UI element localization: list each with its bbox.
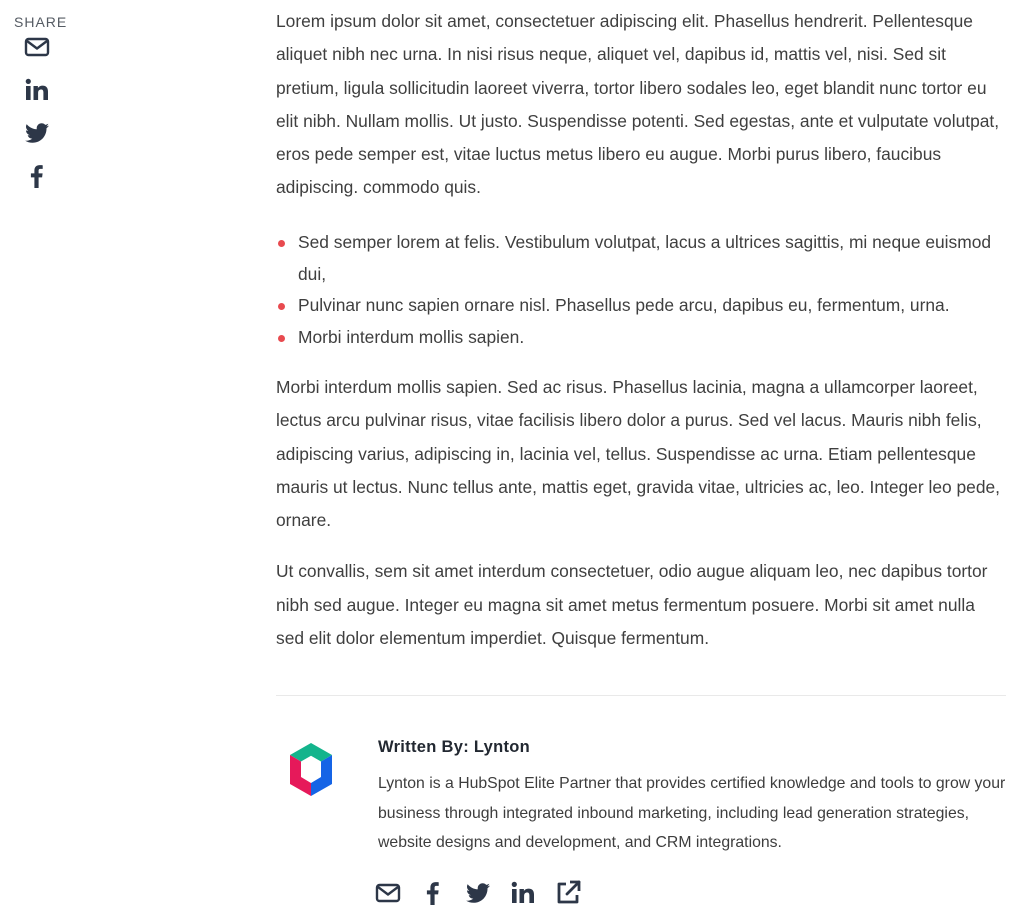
envelope-icon (24, 34, 50, 60)
author-bio: Lynton is a HubSpot Elite Partner that provides certified knowledge and tools to grow your business through integrated inbound marketing, including lead generation strategies, website designs and development, and CRM integrations. (378, 775, 1006, 851)
bullet-list (276, 227, 1006, 354)
twitter-icon (465, 880, 491, 906)
author-block (378, 736, 1018, 858)
share-facebook-button[interactable] (24, 163, 50, 189)
list-item-text: Morbi interdum mollis sapien. (298, 327, 525, 348)
linkedin-icon (24, 77, 50, 103)
facebook-icon (420, 880, 446, 906)
share-twitter-button[interactable] (24, 120, 50, 146)
article-body (276, 5, 1006, 655)
article-paragraph: Lorem ipsum dolor sit amet, consectetuer adipiscing elit. Phasellus hendrerit. Pellentesque aliquet nibh nec urna. In nisi risus neque, aliquet vel, dapibus id, mattis vel, nisi. Sed sit pretium, ligula sollicitudin laoreet viverra, tortor libero sodales leo, eget blandit nunc tortor eu elit nibh. Nullam mollis. Ut justo. Suspendisse potenti. Sed egestas, ante et vulputate volutpat, eros pede semper est, vitae luctus metus libero eu augue. Morbi purus libero, faucibus adipiscing. commodo quis. (276, 11, 1000, 198)
author-email-button[interactable] (375, 880, 401, 906)
article-paragraph: Morbi interdum mollis sapien. Sed ac risus. Phasellus lacinia, magna a ullamcorper laoreet, lectus arcu pulvinar risus, vitae facilisis libero dolor a purus. Sed vel lacus. Mauris nibh felis, adipiscing varius, adipiscing in, lacinia vel, tellus. Suspendisse ac urna. Etiam pellentesque mauris ut lectus. Nunc tellus ante, mattis eget, gravida vitae, ultricies ac, leo. Integer leo pede, ornare. (276, 376, 1001, 531)
list-item-text: Sed semper lorem at felis. Vestibulum volutpat, lacus a ultrices sagittis, mi neque euismod dui, (298, 231, 992, 284)
external-link-icon (555, 880, 581, 906)
linkedin-icon (510, 880, 536, 906)
twitter-icon (24, 120, 50, 146)
bullet-dot-icon (278, 240, 285, 247)
bullet-dot-icon (278, 303, 285, 310)
list-item-text: Pulvinar nunc sapien ornare nisl. Phasellus pede arcu, dapibus eu, fermentum, urna. (298, 295, 950, 316)
author-social-links (375, 880, 600, 906)
share-label: SHARE (14, 14, 68, 30)
author-title: Written By: Lynton (378, 738, 531, 756)
author-divider (276, 695, 1006, 696)
bullet-dot-icon (278, 335, 285, 342)
facebook-icon (24, 163, 50, 189)
share-email-button[interactable] (24, 34, 50, 60)
author-facebook-button[interactable] (420, 880, 446, 906)
author-twitter-button[interactable] (465, 880, 491, 906)
list-item (276, 227, 1006, 291)
share-rail (14, 14, 70, 206)
share-linkedin-button[interactable] (24, 77, 50, 103)
list-item (276, 290, 1006, 322)
author-linkedin-button[interactable] (510, 880, 536, 906)
article-paragraph: Ut convallis, sem sit amet interdum consectetuer, odio augue aliquam leo, nec dapibus tortor nibh sed augue. Integer eu magna sit amet metus fermentum posuere. Morbi sit amet nulla sed elit dolor elementum imperdiet. Quisque fermentum. (276, 561, 988, 649)
list-item (276, 322, 1006, 354)
lynton-logo-icon (286, 742, 336, 798)
author-website-button[interactable] (555, 880, 581, 906)
envelope-icon (375, 880, 401, 906)
